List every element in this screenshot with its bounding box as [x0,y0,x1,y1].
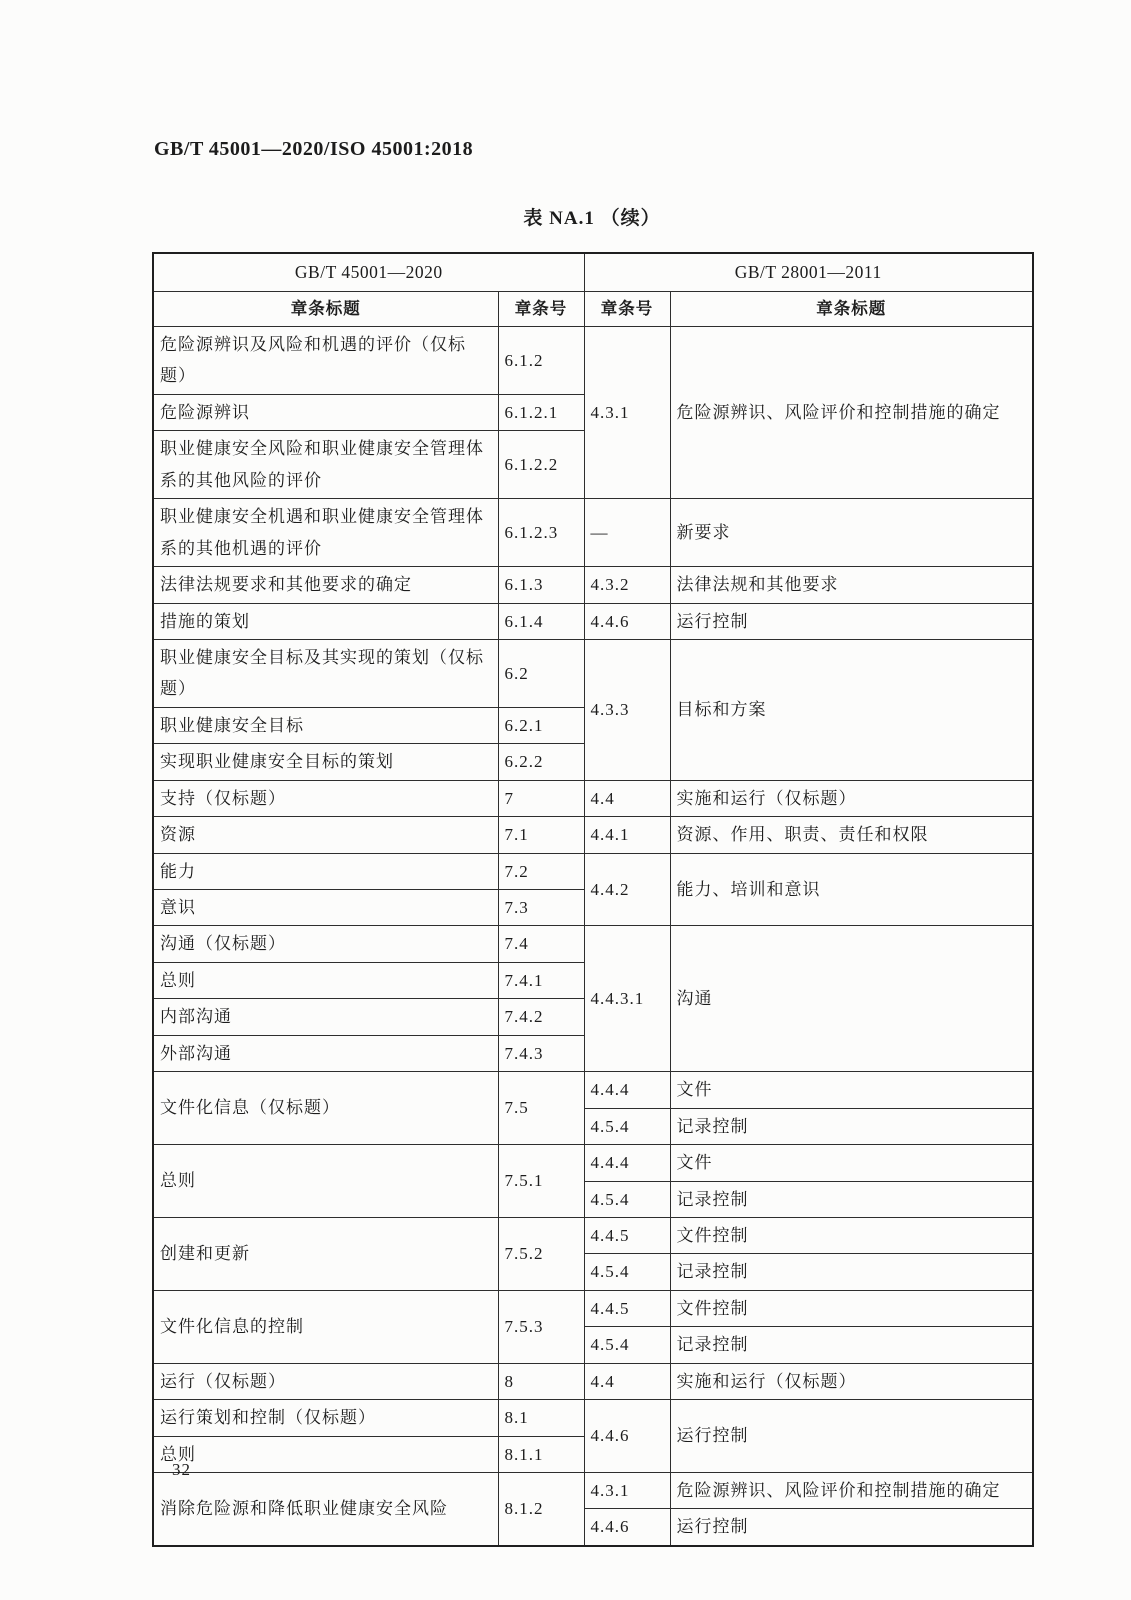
cell-right-title: 文件控制 [670,1217,1033,1253]
cell-right-title: 文件控制 [670,1290,1033,1326]
cell-left-clause: 6.1.2.3 [498,499,584,567]
cell-right-title: 新要求 [670,499,1033,567]
cell-left-title: 消除危险源和降低职业健康安全风险 [153,1473,498,1546]
cell-left-title: 危险源辨识 [153,394,498,430]
cell-right-title: 危险源辨识、风险评价和控制措施的确定 [670,327,1033,499]
cell-right-clause: 4.4.5 [584,1290,670,1326]
cell-left-title: 职业健康安全目标 [153,707,498,743]
table-row [153,291,1033,327]
cell-right-title: 危险源辨识、风险评价和控制措施的确定 [670,1473,1033,1509]
cell-left-title: 内部沟通 [153,999,498,1035]
cell-right-clause: 4.4.6 [584,603,670,639]
cell-right-title: 记录控制 [670,1181,1033,1217]
cell-right-title: 运行控制 [670,603,1033,639]
cell-right-title: 资源、作用、职责、责任和权限 [670,817,1033,853]
cell-right-title: 实施和运行（仅标题） [670,1363,1033,1399]
cell-right-title: 记录控制 [670,1108,1033,1144]
cell-left-clause: 6.1.2 [498,327,584,395]
col-header-left-clause: 章条号 [498,291,584,327]
cell-left-clause: 8 [498,1363,584,1399]
cell-left-title: 措施的策划 [153,603,498,639]
cell-left-title: 意识 [153,890,498,926]
cell-left-clause: 6.1.4 [498,603,584,639]
table-row [153,853,1033,889]
cell-left-clause: 6.1.2.2 [498,431,584,499]
col-group-gbt28001: GB/T 28001—2011 [584,253,1033,291]
cell-left-clause: 7.4 [498,926,584,962]
cell-left-clause: 7.4.3 [498,1035,584,1071]
cell-right-title: 实施和运行（仅标题） [670,780,1033,816]
cell-right-title: 运行控制 [670,1400,1033,1473]
cell-left-clause: 7.5.1 [498,1145,584,1218]
cell-right-clause: 4.5.4 [584,1254,670,1290]
cell-right-title: 文件 [670,1072,1033,1108]
cell-left-title: 职业健康安全机遇和职业健康安全管理体系的其他机遇的评价 [153,499,498,567]
table-row [153,817,1033,853]
table-row [153,603,1033,639]
cell-left-clause: 6.2 [498,639,584,707]
document-code: GB/T 45001—2020/ISO 45001:2018 [154,138,474,160]
cell-left-clause: 7.5.2 [498,1217,584,1290]
clause-comparison-table [152,252,1034,1547]
cell-right-clause: 4.4.4 [584,1072,670,1108]
cell-left-title: 总则 [153,962,498,998]
cell-left-title: 危险源辨识及风险和机遇的评价（仅标题） [153,327,498,395]
cell-left-title: 支持（仅标题） [153,780,498,816]
cell-left-title: 创建和更新 [153,1217,498,1290]
cell-left-clause: 8.1 [498,1400,584,1436]
col-header-right-title: 章条标题 [670,291,1033,327]
cell-left-title: 能力 [153,853,498,889]
table-row [153,780,1033,816]
cell-left-clause: 8.1.1 [498,1436,584,1472]
cell-right-clause: 4.4.5 [584,1217,670,1253]
cell-right-title: 文件 [670,1145,1033,1181]
table-row [153,499,1033,567]
table-row [153,639,1033,707]
cell-right-clause: 4.5.4 [584,1108,670,1144]
cell-right-clause: 4.4.6 [584,1400,670,1473]
table-row [153,567,1033,603]
cell-left-clause: 7.5.3 [498,1290,584,1363]
cell-right-clause: 4.5.4 [584,1181,670,1217]
cell-left-clause: 7.5 [498,1072,584,1145]
cell-left-title: 资源 [153,817,498,853]
cell-right-clause: 4.5.4 [584,1327,670,1363]
page-number: 32 [172,1460,191,1479]
cell-left-clause: 6.1.2.1 [498,394,584,430]
cell-left-clause: 7.4.2 [498,999,584,1035]
cell-left-title: 职业健康安全目标及其实现的策划（仅标题） [153,639,498,707]
cell-left-title: 总则 [153,1436,498,1472]
cell-left-title: 总则 [153,1145,498,1218]
cell-right-title: 运行控制 [670,1509,1033,1546]
cell-left-clause: 7.2 [498,853,584,889]
cell-left-clause: 7 [498,780,584,816]
cell-right-title: 目标和方案 [670,639,1033,780]
table-row [153,1072,1033,1108]
cell-left-title: 文件化信息的控制 [153,1290,498,1363]
col-group-gbt45001: GB/T 45001—2020 [153,253,584,291]
cell-right-clause: 4.4 [584,780,670,816]
cell-left-clause: 8.1.2 [498,1473,584,1546]
cell-left-clause: 6.2.2 [498,744,584,780]
col-header-right-clause: 章条号 [584,291,670,327]
cell-right-clause: — [584,499,670,567]
cell-left-title: 外部沟通 [153,1035,498,1071]
cell-right-clause: 4.3.3 [584,639,670,780]
cell-left-title: 职业健康安全风险和职业健康安全管理体系的其他风险的评价 [153,431,498,499]
table-row [153,1290,1033,1326]
cell-right-clause: 4.4.3.1 [584,926,670,1072]
cell-left-title: 运行（仅标题） [153,1363,498,1399]
cell-left-title: 实现职业健康安全目标的策划 [153,744,498,780]
cell-right-clause: 4.4.1 [584,817,670,853]
table-row [153,1145,1033,1181]
cell-left-title: 法律法规要求和其他要求的确定 [153,567,498,603]
cell-left-clause: 7.4.1 [498,962,584,998]
cell-left-clause: 6.1.3 [498,567,584,603]
cell-right-title: 记录控制 [670,1254,1033,1290]
cell-left-title: 文件化信息（仅标题） [153,1072,498,1145]
cell-right-title: 能力、培训和意识 [670,853,1033,926]
cell-right-clause: 4.3.2 [584,567,670,603]
cell-right-clause: 4.3.1 [584,1473,670,1509]
cell-right-title: 记录控制 [670,1327,1033,1363]
cell-right-title: 沟通 [670,926,1033,1072]
cell-right-clause: 4.4 [584,1363,670,1399]
cell-right-title: 法律法规和其他要求 [670,567,1033,603]
table-row [153,1400,1033,1436]
cell-left-clause: 6.2.1 [498,707,584,743]
table-row [153,253,1033,291]
table-row [153,327,1033,395]
col-header-left-title: 章条标题 [153,291,498,327]
cell-right-clause: 4.3.1 [584,327,670,499]
cell-left-clause: 7.3 [498,890,584,926]
table-row [153,1473,1033,1509]
cell-right-clause: 4.4.6 [584,1509,670,1546]
table-caption: 表 NA.1 （续） [523,208,661,229]
cell-left-title: 沟通（仅标题） [153,926,498,962]
table-row [153,1363,1033,1399]
cell-left-clause: 7.1 [498,817,584,853]
cell-left-title: 运行策划和控制（仅标题） [153,1400,498,1436]
cell-right-clause: 4.4.2 [584,853,670,926]
table-row [153,1217,1033,1253]
table-row [153,926,1033,962]
cell-right-clause: 4.4.4 [584,1145,670,1181]
